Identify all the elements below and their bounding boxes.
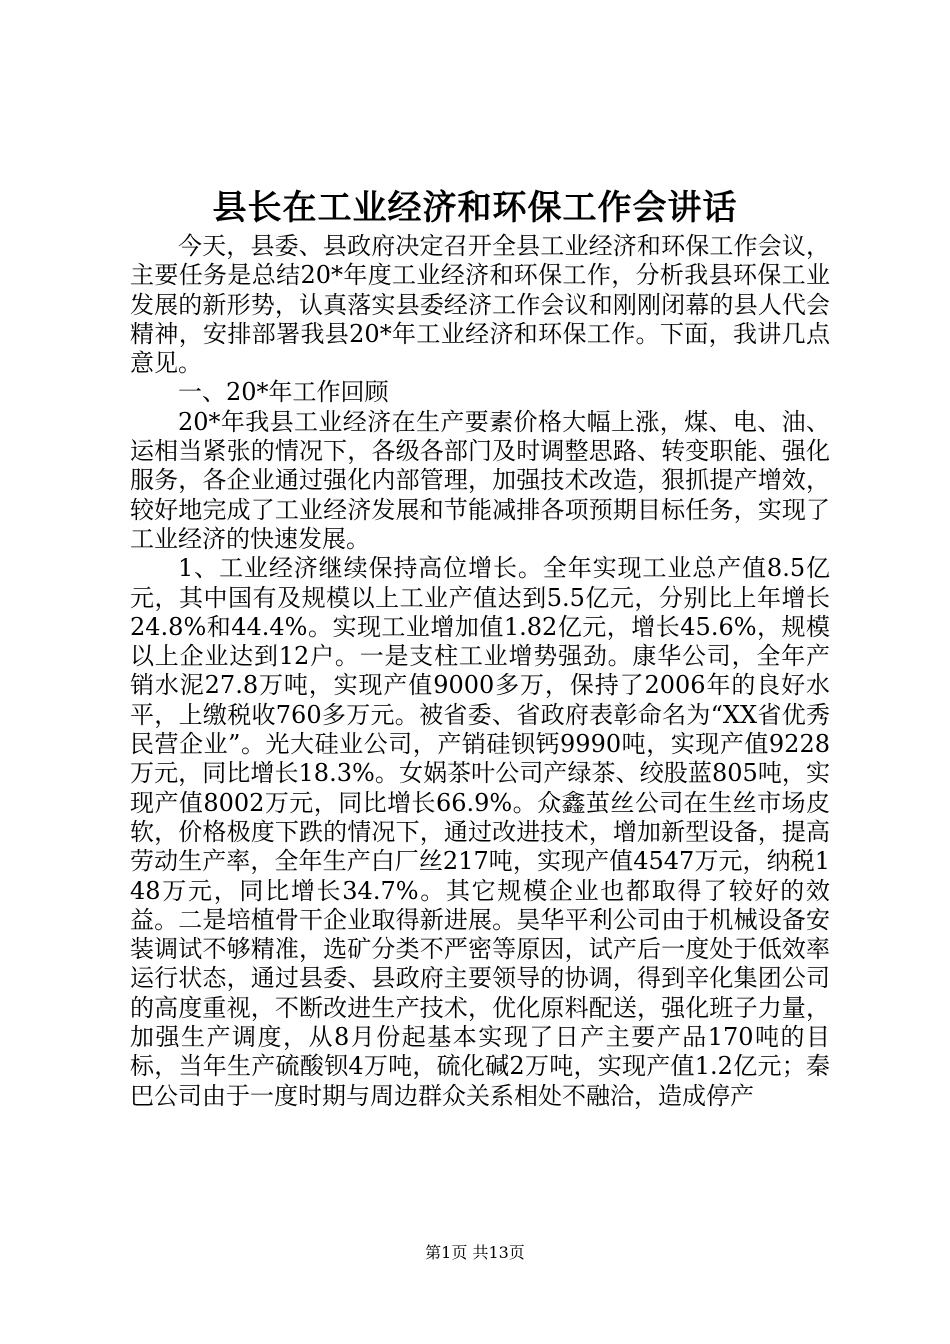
paragraph-review: 20*年我县工业经济在生产要素价格大幅上涨，煤、电、油、运相当紧张的情况下，各级各部门及时调整思路、转变职能、强化服务，各企业通过强化内部管理，加强技术改造，狠抓提产增效，较好地完成了工业经济发展和节能减排各项预期目标任务，实现了工业经济的快速发展。: [130, 407, 830, 553]
document-title: 县长在工业经济和环保工作会讲话: [212, 188, 738, 228]
paragraph-growth: 1、工业经济继续保持高位增长。全年实现工业总产值8.5亿元，其中国有及规模以上工业产值达到5.5亿元，分别比上年增长24.8%和44.4%。实现工业增加值1.82亿元，增长45.6%，规模以上企业达到12户。一是支柱工业增势强劲。康华公司，全年产销水泥27.8万吨，实现产值9000多万，保持了2006年的良好水平，上缴税收760多万元。被省委、省政府表彰命名为“XX省优秀民营企业”。光大硅业公司，产销硅钡钙9990吨，实现产值9228万元，同比增长18.3%。女娲茶叶公司产绿茶、绞股蓝805吨，实现产值8002万元，同比增长66.9%。众鑫茧丝公司在生丝市场皮软，价格极度下跌的情况下，通过改进技术，增加新型设备，提高劳动生产率，全年生产白厂丝217吨，实现产值4547万元，纳税148万元，同比增长34.7%。其它规模企业也都取得了较好的效益。二是培植骨干企业取得新进展。昊华平利公司由于机械设备安装调试不够精准，选矿分类不严密等原因，试产后一度处于低效率运行状态，通过县委、县政府主要领导的协调，得到辛化集团公司的高度重视，不断改进生产技术，优化原料配送，强化班子力量，加强生产调度，从8月份起基本实现了日产主要产品170吨的目标，当年生产硫酸钡4万吨，硫化碱2万吨，实现产值1.2亿元；秦巴公司由于一度时期与周边群众关系相处不融洽，造成停产: [130, 554, 830, 1110]
paragraph-intro: 今天，县委、县政府决定召开全县工业经济和环保工作会议，主要任务是总结20*年度工业经济和环保工作，分析我县环保工业发展的新形势，认真落实县委经济工作会议和刚刚闭幕的县人代会精神，安排部署我县20*年工业经济和环保工作。下面，我讲几点意见。: [130, 232, 830, 378]
page-footer: 第1页 共13页: [425, 1243, 525, 1262]
document-body: [130, 232, 830, 1111]
section-heading: 一、20*年工作回顾: [178, 378, 389, 407]
